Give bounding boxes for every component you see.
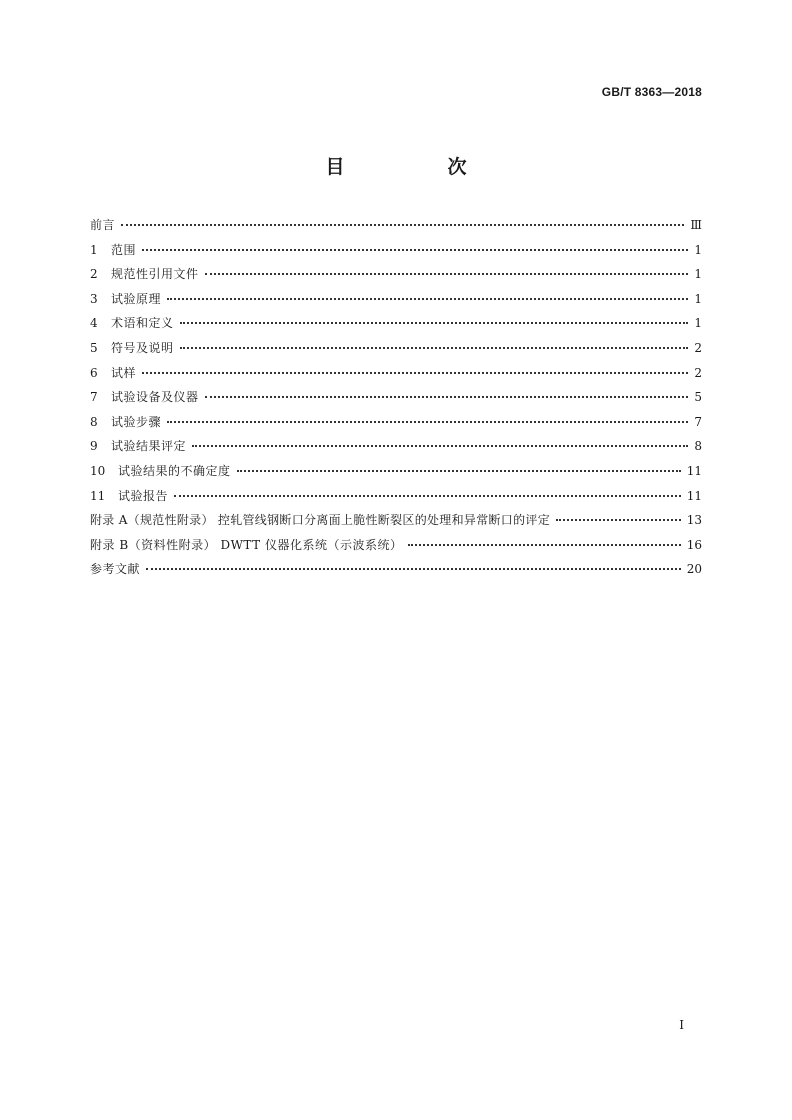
dot-leader	[192, 435, 688, 447]
dot-leader	[167, 411, 688, 423]
toc-entry-1[interactable]	[90, 240, 702, 265]
toc-entry-annex-a[interactable]	[90, 510, 702, 535]
toc-entry-label: 范围	[111, 242, 137, 257]
toc-entry-page: 20	[686, 562, 702, 577]
toc-entry-page: 16	[686, 537, 702, 552]
dot-leader	[146, 558, 681, 570]
toc-entry-11[interactable]	[90, 486, 702, 511]
toc-entry-label: 附录 B（资料性附录） DWTT 仪器化系统（示波系统）	[90, 537, 403, 552]
toc-entry-label: 规范性引用文件	[111, 267, 199, 282]
page-title: 目 次	[325, 156, 509, 178]
toc-entry-9[interactable]	[90, 436, 702, 461]
toc-entry-number: 5	[90, 340, 98, 355]
toc-entry-label: 试验结果的不确定度	[118, 463, 231, 478]
standard-code: GB/T 8363—2018	[601, 85, 702, 99]
dot-leader	[205, 263, 688, 275]
page-number: Ⅰ	[679, 1018, 684, 1032]
toc-entry-label: 术语和定义	[111, 316, 174, 331]
toc-entry-number: 9	[90, 439, 98, 454]
dot-leader	[174, 485, 681, 497]
dot-leader	[121, 214, 684, 226]
toc-entry-7[interactable]	[90, 387, 702, 412]
toc-entry-page: 2	[694, 365, 702, 380]
toc-entry-page: 1	[694, 267, 702, 282]
toc-entry-4[interactable]	[90, 313, 702, 338]
toc-entry-3[interactable]	[90, 289, 702, 314]
dot-leader	[167, 288, 688, 300]
toc-entry-label: 附录 A（规范性附录） 控轧管线钢断口分离面上脆性断裂区的处理和异常断口的评定	[90, 513, 550, 528]
toc-entry-5[interactable]	[90, 338, 702, 363]
toc-entry-page: 7	[694, 414, 702, 429]
toc-entry-page: 2	[694, 340, 702, 355]
toc-entry-bibliography[interactable]	[90, 559, 702, 584]
toc-entry-page: 11	[686, 488, 702, 503]
toc-entry-2[interactable]	[90, 264, 702, 289]
toc-entry-number: 11	[90, 488, 106, 503]
dot-leader	[180, 337, 688, 349]
toc-entry-page: Ⅲ	[690, 218, 702, 232]
toc-entry-label: 符号及说明	[111, 340, 174, 355]
toc-entry-number: 8	[90, 414, 98, 429]
toc-entry-number: 1	[90, 242, 98, 257]
toc-entry-label: 试验原理	[111, 291, 162, 306]
dot-leader	[142, 239, 688, 251]
toc-entry-page: 1	[694, 316, 702, 331]
toc-entry-10[interactable]	[90, 461, 702, 486]
toc-entry-label: 试样	[111, 365, 137, 380]
dot-leader	[205, 386, 688, 398]
table-of-contents	[90, 215, 702, 584]
toc-entry-number: 3	[90, 291, 98, 306]
dot-leader	[237, 460, 681, 472]
dot-leader	[180, 312, 688, 324]
dot-leader	[142, 362, 688, 374]
toc-entry-8[interactable]	[90, 412, 702, 437]
dot-leader	[556, 509, 681, 521]
toc-entry-page: 13	[686, 513, 702, 528]
toc-entry-annex-b[interactable]	[90, 535, 702, 560]
toc-entry-page: 11	[686, 463, 702, 478]
toc-entry-page: 8	[694, 439, 702, 454]
toc-entry-number: 7	[90, 390, 98, 405]
toc-entry-label: 试验结果评定	[111, 439, 187, 454]
toc-entry-6[interactable]	[90, 363, 702, 388]
dot-leader	[408, 534, 680, 546]
toc-entry-label: 试验报告	[118, 488, 169, 503]
toc-entry-page: 5	[694, 390, 702, 405]
toc-entry-number: 6	[90, 365, 98, 380]
toc-entry-label: 前言	[90, 218, 116, 232]
toc-entry-label: 参考文献	[90, 562, 141, 577]
toc-entry-foreword[interactable]	[90, 215, 702, 240]
toc-entry-page: 1	[694, 291, 702, 306]
toc-entry-number: 2	[90, 267, 98, 282]
toc-entry-label: 试验设备及仪器	[111, 390, 199, 405]
toc-entry-label: 试验步骤	[111, 414, 162, 429]
toc-entry-page: 1	[694, 242, 702, 257]
toc-entry-number: 4	[90, 316, 98, 331]
toc-entry-number: 10	[90, 463, 106, 478]
